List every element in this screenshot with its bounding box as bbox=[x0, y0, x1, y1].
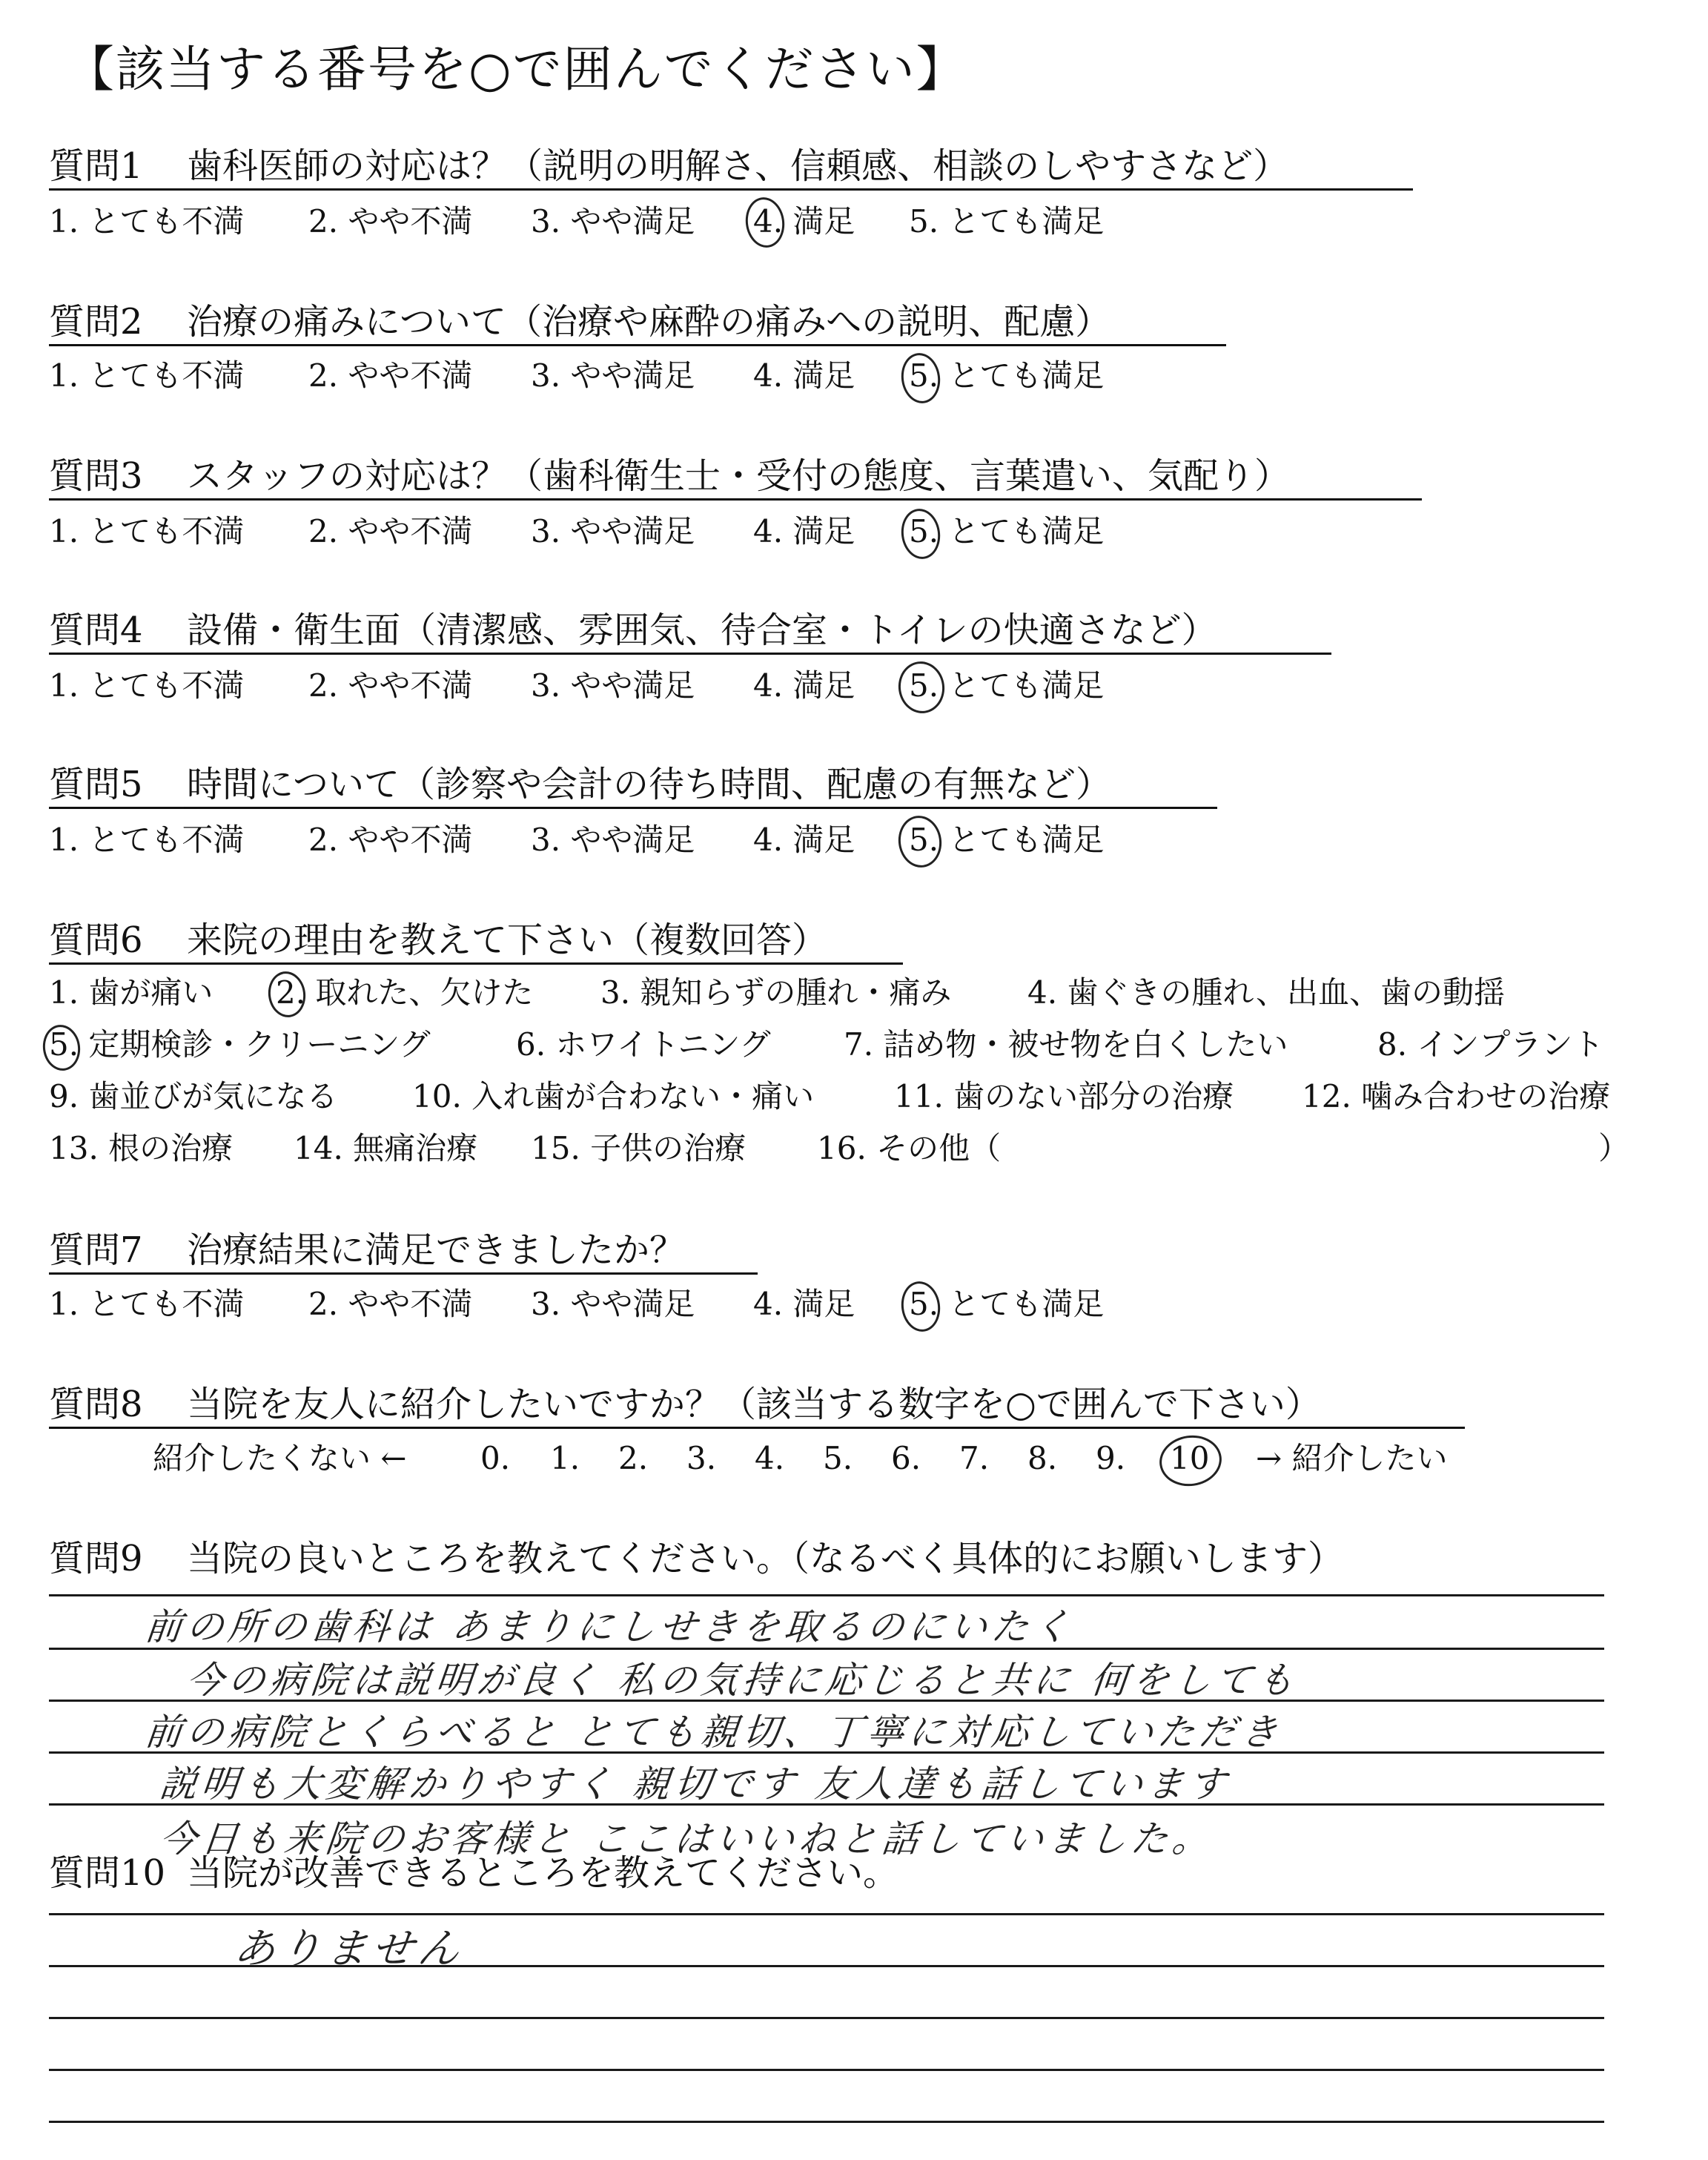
option-4[interactable]: 4. 満足 bbox=[753, 203, 855, 240]
option-5[interactable]: 5. とても満足 bbox=[909, 822, 1105, 858]
question-number: 質問2 bbox=[49, 301, 143, 343]
question-text: 当院が改善できるところを教えてください。 bbox=[187, 1852, 899, 1894]
reason-option[interactable]: 2. 取れた、欠けた bbox=[276, 974, 534, 1011]
question-text: 来院の理由を教えて下さい（複数回答） bbox=[187, 919, 828, 961]
option-1[interactable]: 1. とても不満 bbox=[49, 203, 245, 240]
option-3[interactable]: 3. やや満足 bbox=[531, 822, 695, 858]
scale-10[interactable]: 10 bbox=[1170, 1440, 1210, 1476]
reason-option[interactable]: 14. 無痛治療 bbox=[294, 1130, 478, 1166]
option-3[interactable]: 3. やや満足 bbox=[531, 357, 695, 394]
option-1[interactable]: 1. とても不満 bbox=[49, 357, 245, 394]
question-number: 質問4 bbox=[49, 610, 143, 651]
option-3[interactable]: 3. やや満足 bbox=[531, 1286, 695, 1322]
question-text: 治療の痛みについて（治療や麻酔の痛みへの説明、配慮） bbox=[187, 301, 1111, 343]
scale-2[interactable]: 2. bbox=[618, 1440, 649, 1476]
question-number: 質問10 bbox=[49, 1852, 166, 1894]
question-4 bbox=[49, 610, 1217, 651]
option-4[interactable]: 4. 満足 bbox=[753, 513, 855, 549]
question-10 bbox=[49, 1852, 899, 1894]
option-4[interactable]: 4. 満足 bbox=[753, 822, 855, 858]
scale-4[interactable]: 4. bbox=[755, 1440, 785, 1476]
question-text: 当院の良いところを教えてください。（なるべく具体的にお願いします） bbox=[187, 1538, 1344, 1579]
question-underline bbox=[49, 1427, 1465, 1429]
question-number: 質問9 bbox=[49, 1538, 143, 1579]
reason-option[interactable]: 10. 入れ歯が合わない・痛い bbox=[412, 1078, 815, 1114]
handwritten-answer-line: 前の病院とくらべると とても親切、丁寧に対応していただき bbox=[142, 1711, 1285, 1754]
answer-rule bbox=[49, 2069, 1604, 2071]
option-2[interactable]: 2. やや不満 bbox=[308, 513, 473, 549]
question-underline bbox=[49, 653, 1331, 655]
question-2 bbox=[49, 301, 1111, 343]
reason-option[interactable]: 7. 詰め物・被せ物を白くしたい bbox=[844, 1026, 1288, 1063]
reason-option[interactable]: 11. 歯のない部分の治療 bbox=[894, 1078, 1234, 1114]
reason-option[interactable]: 1. 歯が痛い bbox=[49, 974, 214, 1011]
question-underline bbox=[49, 498, 1422, 501]
question-number: 質問8 bbox=[49, 1384, 143, 1425]
answer-area-q9[interactable] bbox=[49, 1594, 1604, 1894]
answer-rule bbox=[49, 1913, 1604, 1915]
reason-option[interactable]: 12. 噛み合わせの治療 bbox=[1302, 1078, 1611, 1114]
question-underline bbox=[49, 188, 1413, 191]
question-number: 質問7 bbox=[49, 1229, 143, 1271]
question-3 bbox=[49, 455, 1291, 497]
option-1[interactable]: 1. とても不満 bbox=[49, 1286, 245, 1322]
question-underline bbox=[49, 807, 1217, 809]
scale-5[interactable]: 5. bbox=[823, 1440, 853, 1476]
reason-option-other[interactable]: 16. その他（ bbox=[817, 1130, 1002, 1166]
answer-rule bbox=[49, 2017, 1604, 2019]
handwritten-answer-line: 前の所の歯科は あまりにしせきを取るのにいたく bbox=[142, 1605, 1077, 1648]
handwritten-answer-line: 今日も来院のお客様と ここはいいねと話していました。 bbox=[157, 1817, 1217, 1860]
question-text: 歯科医師の対応は？（説明の明解さ、信頼感、相談のしやすさなど） bbox=[187, 145, 1289, 187]
scale-1[interactable]: 1. bbox=[550, 1440, 580, 1476]
question-8 bbox=[49, 1384, 1321, 1425]
option-2[interactable]: 2. やや不満 bbox=[308, 667, 473, 704]
reason-option[interactable]: 15. 子供の治療 bbox=[531, 1130, 747, 1166]
question-5 bbox=[49, 764, 1112, 805]
selected-circle bbox=[1156, 1431, 1225, 1490]
scale-9[interactable]: 9. bbox=[1096, 1440, 1126, 1476]
handwritten-answer-line: 説明も大変解かりやすく 親切です 友人達も話しています bbox=[157, 1763, 1233, 1806]
option-3[interactable]: 3. やや満足 bbox=[531, 203, 695, 240]
scale-3[interactable]: 3. bbox=[686, 1440, 717, 1476]
option-5[interactable]: 5. とても満足 bbox=[909, 667, 1105, 704]
option-5[interactable]: 5. とても満足 bbox=[909, 1286, 1105, 1322]
option-2[interactable]: 2. やや不満 bbox=[308, 1286, 473, 1322]
question-underline bbox=[49, 962, 903, 965]
option-4[interactable]: 4. 満足 bbox=[753, 667, 855, 704]
option-4[interactable]: 4. 満足 bbox=[753, 357, 855, 394]
close-paren: ） bbox=[1598, 1130, 1630, 1166]
option-5[interactable]: 5. とても満足 bbox=[909, 357, 1105, 394]
option-1[interactable]: 1. とても不満 bbox=[49, 822, 245, 858]
option-3[interactable]: 3. やや満足 bbox=[531, 513, 695, 549]
scale-0[interactable]: 0. bbox=[480, 1440, 511, 1476]
question-text: 設備・衛生面（清潔感、雰囲気、待合室・トイレの快適さなど） bbox=[187, 610, 1217, 651]
question-9 bbox=[49, 1538, 1344, 1579]
scale-8[interactable]: 8. bbox=[1027, 1440, 1058, 1476]
option-2[interactable]: 2. やや不満 bbox=[308, 822, 473, 858]
option-2[interactable]: 2. やや不満 bbox=[308, 357, 473, 394]
answer-rule bbox=[49, 1594, 1604, 1596]
scale-right-label: → 紹介したい bbox=[1256, 1440, 1448, 1476]
scale-left-label: 紹介したくない ← bbox=[153, 1440, 407, 1476]
question-underline bbox=[49, 1272, 758, 1275]
question-text: 時間について（診察や会計の待ち時間、配慮の有無など） bbox=[187, 764, 1112, 805]
question-number: 質問6 bbox=[49, 919, 143, 961]
option-3[interactable]: 3. やや満足 bbox=[531, 667, 695, 704]
reason-option[interactable]: 3. 親知らずの腫れ・痛み bbox=[600, 974, 952, 1011]
option-5[interactable]: 5. とても満足 bbox=[909, 513, 1105, 549]
reason-option[interactable]: 5. 定期検診・クリーニング bbox=[49, 1026, 431, 1063]
question-1 bbox=[49, 145, 1289, 187]
option-1[interactable]: 1. とても不満 bbox=[49, 513, 245, 549]
question-number: 質問5 bbox=[49, 764, 143, 805]
option-2[interactable]: 2. やや不満 bbox=[308, 203, 473, 240]
handwritten-answer-line: 今の病院は説明が良く 私の気持に応じると共に 何をしても bbox=[184, 1659, 1301, 1702]
option-4[interactable]: 4. 満足 bbox=[753, 1286, 855, 1322]
question-number: 質問3 bbox=[49, 455, 143, 497]
reason-option[interactable]: 6. ホワイトニング bbox=[516, 1026, 771, 1063]
reason-option[interactable]: 13. 根の治療 bbox=[49, 1130, 234, 1166]
scale-6[interactable]: 6. bbox=[891, 1440, 921, 1476]
question-text: 治療結果に満足できましたか？ bbox=[187, 1229, 686, 1271]
question-text: スタッフの対応は？（歯科衛生士・受付の態度、言葉遣い、気配り） bbox=[187, 455, 1291, 497]
question-number: 質問1 bbox=[49, 145, 143, 187]
question-text: 当院を友人に紹介したいですか？（該当する数字を○で囲んで下さい） bbox=[187, 1384, 1321, 1425]
reason-option[interactable]: 9. 歯並びが気になる bbox=[49, 1078, 338, 1114]
reason-option[interactable]: 8. インプラント bbox=[1377, 1026, 1604, 1063]
question-7 bbox=[49, 1229, 686, 1271]
question-6 bbox=[49, 919, 828, 961]
handwritten-answer-line: ありません bbox=[231, 1925, 466, 1973]
survey-title: 【該当する番号を○で囲んでください】 bbox=[65, 41, 967, 98]
answer-area-q10[interactable] bbox=[49, 1913, 1604, 2136]
reason-option[interactable]: 4. 歯ぐきの腫れ、出血、歯の動揺 bbox=[1027, 974, 1505, 1011]
scale-7[interactable]: 7. bbox=[959, 1440, 990, 1476]
option-1[interactable]: 1. とても不満 bbox=[49, 667, 245, 704]
answer-rule bbox=[49, 2121, 1604, 2123]
option-5[interactable]: 5. とても満足 bbox=[909, 203, 1105, 240]
question-underline bbox=[49, 344, 1226, 346]
